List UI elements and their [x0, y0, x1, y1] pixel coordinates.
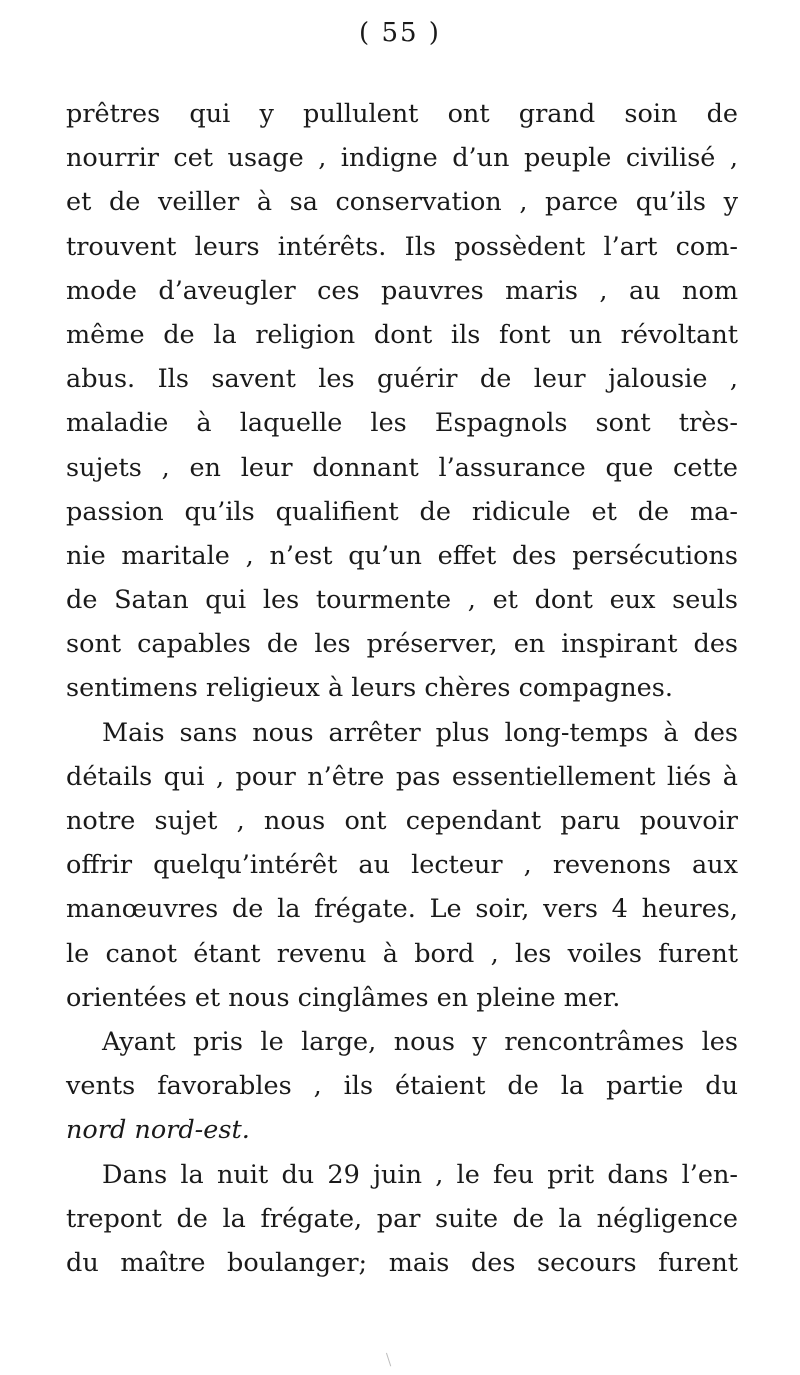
text-line: et de veiller à sa conservation , parce qu’ils y — [66, 187, 738, 218]
text-line: Mais sans nous arrêter plus long-temps à des — [102, 717, 738, 748]
page-number: ( 55 ) — [359, 18, 441, 48]
text-line: prêtres qui y pullulent ont grand soin de — [66, 99, 738, 129]
text-line: sentimens religieux à leurs chères compagnes. — [66, 673, 673, 704]
text-line: sujets , en leur donnant l’assurance que cette — [66, 452, 738, 483]
text-line: nie maritale , n’est qu’un effet des persécutions — [66, 540, 738, 571]
text-line: trouvent leurs intérêts. Ils possèdent l’art com- — [66, 231, 738, 262]
text-line: même de la religion dont ils font un révoltant — [66, 319, 738, 350]
text-line: le canot étant revenu à bord , les voiles furent — [66, 938, 738, 969]
text-line: Ayant pris le large, nous y rencontrâmes les — [102, 1026, 738, 1057]
text-line: détails qui , pour n’être pas essentiellement liés à — [66, 761, 738, 792]
text-line: nourrir cet usage , indigne d’un peuple civilisé , — [66, 143, 738, 174]
text-line: Dans la nuit du 29 juin , le feu prit dans l’en- — [102, 1159, 738, 1190]
text-line: abus. Ils savent les guérir de leur jalousie , — [66, 364, 738, 395]
text-line-italic: nord nord-est. — [66, 1115, 250, 1146]
text-line: de Satan qui les tourmente , et dont eux seuls — [66, 585, 738, 616]
text-line: du maître boulanger; mais des secours furent — [66, 1247, 738, 1278]
text-line: passion qu’ils qualifient de ridicule et de ma- — [66, 496, 738, 527]
text-line: orientées et nous cinglâmes en pleine mer. — [66, 982, 621, 1013]
text-line: mode d’aveugler ces pauvres maris , au nom — [66, 275, 738, 306]
text-line: trepont de la frégate, par suite de la négligence — [66, 1203, 738, 1234]
text-line: manœuvres de la frégate. Le soir, vers 4 heures, — [66, 894, 738, 925]
body-text — [66, 92, 738, 1285]
text-line: sont capables de les préserver, en inspirant des — [66, 629, 738, 660]
text-line: maladie à laquelle les Espagnols sont très- — [66, 408, 738, 439]
paper-mark — [386, 1352, 395, 1367]
text-line: vents favorables , ils étaient de la partie du — [66, 1071, 738, 1102]
text-line: offrir quelqu’intérêt au lecteur , revenons aux — [66, 850, 738, 881]
text-line: notre sujet , nous ont cependant paru pouvoir — [66, 806, 738, 836]
